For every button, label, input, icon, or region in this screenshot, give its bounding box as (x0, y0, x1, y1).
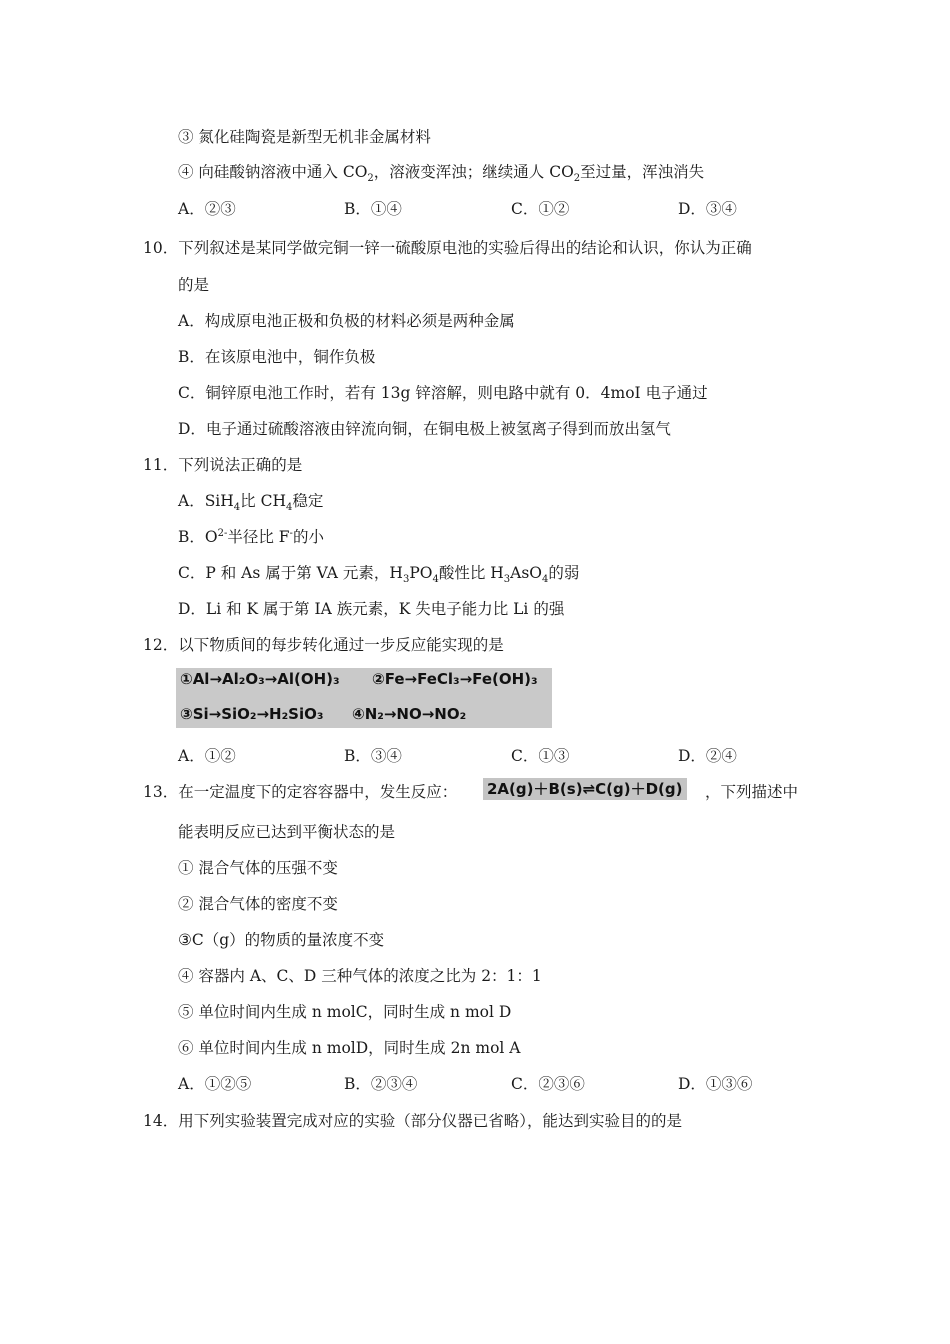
q12-chain-2: ②Fe→FeCl₃→Fe(OH)₃ (372, 670, 538, 688)
q13-stem: 13．在一定温度下的定容容器中，发生反应： (143, 783, 458, 801)
q10-stem-cont: 的是 (178, 276, 210, 294)
q11-stem: 11．下列说法正确的是 (143, 456, 303, 474)
q13-item-2: ② 混合气体的密度不变 (178, 895, 338, 913)
q12-stem: 12．以下物质间的每步转化通过一步反应能实现的是 (143, 636, 504, 654)
q9-option-b: B．①④ (344, 200, 402, 218)
q12-option-c: C．①③ (511, 747, 570, 765)
q12-chain-3: ③Si→SiO₂→H₂SiO₃ (180, 705, 324, 723)
q13-stem-cont: 能表明反应已达到平衡状态的是 (178, 823, 396, 841)
q11-option-d: D．Li 和 K 属于第 IA 族元素，K 失电子能力比 Li 的强 (178, 600, 565, 618)
q10-option-b: B．在该原电池中，铜作负极 (178, 348, 376, 366)
q13-item-5: ⑤ 单位时间内生成 n molC，同时生成 n mol D (178, 1003, 512, 1021)
q10-option-a: A．构成原电池正极和负极的材料必须是两种金属 (178, 312, 515, 330)
q11-option-b: B．$O^{2-}$半径比 F-的小 (178, 527, 324, 546)
q9-item-3: ③ 氮化硅陶瓷是新型无机非金属材料 (178, 128, 431, 146)
q9-option-d: D．③④ (678, 200, 737, 218)
q12-option-a: A．①② (178, 747, 236, 765)
q13-item-1: ① 混合气体的压强不变 (178, 859, 338, 877)
q9-option-c: C．①② (511, 200, 570, 218)
q13-option-d: D．①③⑥ (678, 1075, 753, 1093)
q12-conversion-image (176, 668, 552, 728)
q12-chain-4: ④N₂→NO→NO₂ (352, 705, 467, 723)
q13-option-a: A．①②⑤ (178, 1075, 252, 1093)
q10-option-d: D．电子通过硫酸溶液由锌流向铜，在铜电极上被氢离子得到而放出氢气 (178, 420, 671, 438)
q13-stem-tail: ，下列描述中 (705, 783, 799, 801)
q13-item-3: ③C（g）的物质的量浓度不变 (178, 931, 385, 949)
q11-option-c: C．P 和 As 属于第 VA 元素，$H_3PO_4$酸性比 $H_3AsO_4$的弱 (178, 564, 580, 586)
q13-item-4: ④ 容器内 A、C、D 三种气体的浓度之比为 2：1：1 (178, 967, 542, 985)
q14-stem: 14．用下列实验装置完成对应的实验（部分仪器已省略），能达到实验目的的是 (143, 1112, 682, 1130)
q13-option-c: C．②③⑥ (511, 1075, 585, 1093)
q13-equation-image: 2A(g)＋B(s)⇌C(g)＋D(g) (483, 778, 687, 800)
q12-chain-1: ①Al→Al₂O₃→Al(OH)₃ (180, 670, 340, 688)
q9-option-a: A．②③ (178, 200, 236, 218)
q13-item-6: ⑥ 单位时间内生成 n molD，同时生成 2n mol A (178, 1039, 521, 1057)
q9-item-4: ④ 向硅酸钠溶液中通入 $CO_2$，溶液变浑浊；继续通人 $CO_2$至过量，浑浊消失 (178, 163, 705, 185)
q10-stem: 10．下列叙述是某同学做完铜一锌一硫酸原电池的实验后得出的结论和认识，你认为正确 (143, 239, 752, 257)
q10-option-c: C．铜锌原电池工作时，若有 13g 锌溶解，则电路中就有 0．4moI 电子通过 (178, 384, 708, 402)
q12-option-b: B．③④ (344, 747, 402, 765)
q12-option-d: D．②④ (678, 747, 737, 765)
q11-option-a: A．SiH$_4$比 $CH_4$稳定 (178, 492, 324, 514)
q13-option-b: B．②③④ (344, 1075, 418, 1093)
